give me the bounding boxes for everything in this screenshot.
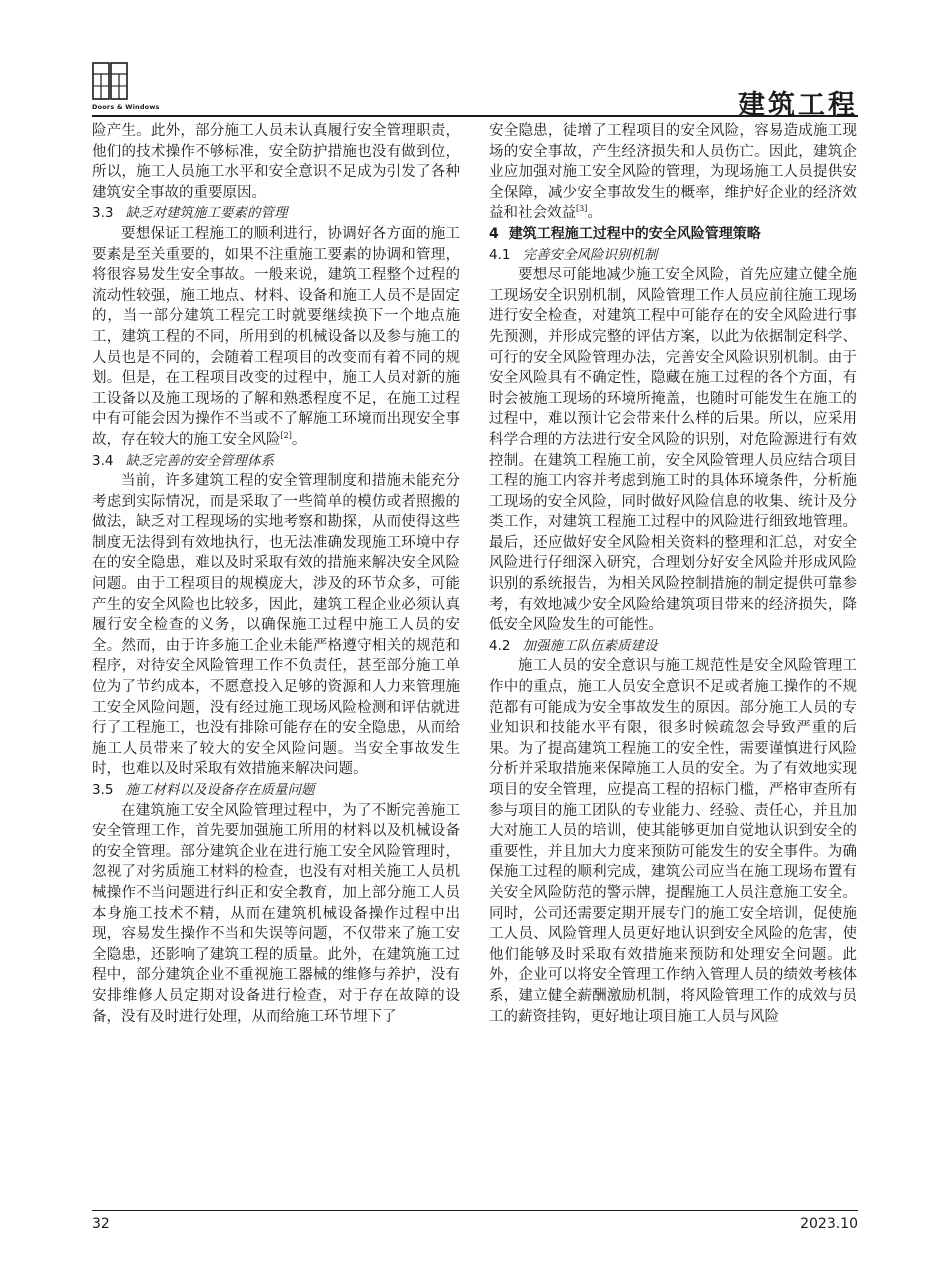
page-header <box>0 0 950 121</box>
left-column <box>92 121 460 1027</box>
paragraph-text: 安全隐患，徒增了工程项目的安全风险，容易造成施工现场的安全事故，产生经济损失和人员伤亡。因此，建筑企业应加强对施工安全风险的管理，为现场施工人员提供安全保障，减少安全事故发生的概率，维护好企业的经济效益和社会效益 <box>489 123 857 222</box>
section-number: 4.1 <box>489 246 511 263</box>
section-title: 施工材料以及设备存在质量问题 <box>125 782 315 798</box>
citation: [3] <box>576 204 588 214</box>
section-number: 3.5 <box>92 782 114 798</box>
paragraph-end: 。 <box>587 205 602 222</box>
section-title: 加强施工队伍素质建设 <box>522 637 658 654</box>
section-number: 3.4 <box>92 452 114 469</box>
section-heading-4 <box>489 224 857 245</box>
paragraph <box>92 224 460 451</box>
section-title: 缺乏对建筑施工要素的管理 <box>125 205 288 222</box>
journal-title: 建筑工程 <box>738 90 858 121</box>
section-number: 3.3 <box>92 205 114 222</box>
section-number: 4.2 <box>489 637 511 654</box>
right-column <box>489 121 857 1027</box>
header-rule <box>92 115 858 117</box>
section-title: 建筑工程施工过程中的安全风险管理策略 <box>508 225 761 242</box>
section-heading-3-4 <box>92 451 460 472</box>
citation: [2] <box>280 431 292 441</box>
paragraph: 要想尽可能地减少施工安全风险，首先应建立健全施工现场安全识别机制，风险管理工作人员应前往施工现场进行安全检查，对建筑工程中可能存在的安全风险进行事先预测，并形成完整的评估方案，以此为依据制定科学、可行的安全风险管理办法，完善安全风险识别机制。由于安全风险具有不确定性，隐藏在施工过程的各个方面，有时会被施工现场的环境所掩盖，也随时可能发生在施工的过程中，难以预计它会带来什么样的后果。所以，应采用科学合理的方法进行安全风险的识别，对危险源进行有效控制。在建筑工程施工前，安全风险管理人员应结合项目工程的施工内容并考虑到施工时的具体环境条件，分析施工现场的安全风险，同时做好风险信息的收集、统计及分类工作，对建筑工程施工过程中的风险进行细致地管理。最后，还应做好安全风险相关资料的整理和汇总，对安全风险进行仔细深入研究，合理划分好安全风险并形成风险识别的系统报告，为相关风险控制措施的制定提供可靠参考，有效地减少安全风险给建筑项目带来的经济损失，降低安全风险发生的可能性。 <box>489 267 857 634</box>
footer-rule <box>92 1210 858 1211</box>
paragraph: 当前，许多建筑工程的安全管理制度和措施未能充分考虑到实际情况，而是采取了一些简单的模仿或者照搬的做法，缺乏对工程现场的实地考察和勘探，从而使得这些制度无法得到有效地执行，也无法准确发现施工环境中存在的安全隐患，难以及时采取有效的措施来解决安全风险问题。由于工程项目的规模庞大，涉及的环节众多，可能产生的安全风险也比较多，因此，建筑工程企业必须认真履行安全检查的义务，以确保施工过程中施工人员的安全。然而，由于许多施工企业未能严格遵守相关的规范和程序，对待安全风险管理工作不负责任，甚至部分施工单位为了节约成本，不愿意投入足够的资源和人力来管理施工安全风险问题，没有经过施工现场风险检测和评估就进行了工程施工，也没有排除可能存在的安全隐患，从而给施工人员带来了较大的安全风险问题。当安全事故发生时，也难以及时采取有效措施来解决问题。 <box>92 473 460 778</box>
paragraph-end: 。 <box>291 431 307 448</box>
page-number: 32 <box>92 1216 110 1232</box>
section-heading-3-5 <box>92 780 460 801</box>
section-heading-4-1 <box>489 245 857 266</box>
section-number: 4 <box>489 225 499 242</box>
paragraph-text: 要想保证工程施工的顺利进行，协调好各方面的施工要素是至关重要的，如果不注重施工要素的协调和管理，将很容易发生安全事故。一般来说，建筑工程整个过程的流动性较强，施工地点、材料、设备和施工人员不是固定的，当一部分建筑工程完工时就要继续换下一个地点施工，建筑工程的不同，所用到的机械设备以及参与施工的人员也是不同的，会随着工程项目的改变而有着不同的规划。但是，在工程项目改变的过程中，施工人员对新的施工设备以及施工现场的了解和熟悉程度不足，在施工过程中有可能会因为操作不当或不了解施工环境而出现安全事故，存在较大的施工安全风险 <box>92 225 460 448</box>
paragraph: 在建筑施工安全风险管理过程中，为了不断完善施工安全管理工作，首先要加强施工所用的材料以及机械设备的安全管理。部分建筑企业在进行施工安全风险管理时，忽视了对劣质施工材料的检查，也没有对相关施工人员机械操作不当问题进行纠正和安全教育，加上部分施工人员本身施工技术不精，从而在建筑机械设备操作过程中出现，容易发生操作不当和失误等问题，不仅带来了施工安全隐患，还影响了建筑工程的质量。此外，在建筑施工过程中，部分建筑企业不重视施工器械的维修与养护，没有安排维修人员定期对设备进行检查，对于存在故障的设备，没有及时进行处理，从而给施工环节埋下了 <box>92 802 460 1025</box>
issue-date: 2023.10 <box>800 1216 858 1232</box>
paragraph: 施工人员的安全意识与施工规范性是安全风险管理工作中的重点，施工人员安全意识不足或者施工操作的不规范都有可能成为安全事故发生的原因。部分施工人员的专业知识和技能水平有限，很多时候疏忽会导致严重的后果。为了提高建筑工程施工的安全性，需要谨慎进行风险分析并采取措施来保障施工人员的安全。为了有效地实现项目的安全管理，应提高工程的招标门槛，严格审查所有参与项目的施工团队的专业能力、经验、责任心，并且加大对施工人员的培训，使其能够更加自觉地认识到安全的重要性，并且加大力度来预防可能发生的安全事件。为确保施工过程的顺利完成，建筑公司应当在施工现场布置有关安全风险防范的警示牌，提醒施工人员注意施工安全。同时，公司还需要定期开展专门的施工安全培训，促使施工人员、风险管理人员更好地认识到安全风险的危害，使他们能够及时采取有效措施来预防和处理安全问题。此外，企业可以将安全管理工作纳入管理人员的绩效考核体系，建立健全薪酬激励机制，将风险管理工作的成效与员工的薪资挂钩，更好地让项目施工人员与风险 <box>489 658 857 1025</box>
section-title: 完善安全风险识别机制 <box>522 246 658 263</box>
logo-caption: Doors & Windows <box>92 103 160 111</box>
section-heading-3-3 <box>92 203 460 224</box>
paragraph <box>489 121 857 224</box>
section-heading-4-2 <box>489 636 857 657</box>
section-title: 缺乏完善的安全管理体系 <box>125 452 274 469</box>
paragraph: 险产生。此外，部分施工人员未认真履行安全管理职责，他们的技术操作不够标准，安全防护措施也没有做到位，所以，施工人员施工水平和安全意识不足成为引发了各种建筑安全事故的重要原因。 <box>92 123 460 201</box>
